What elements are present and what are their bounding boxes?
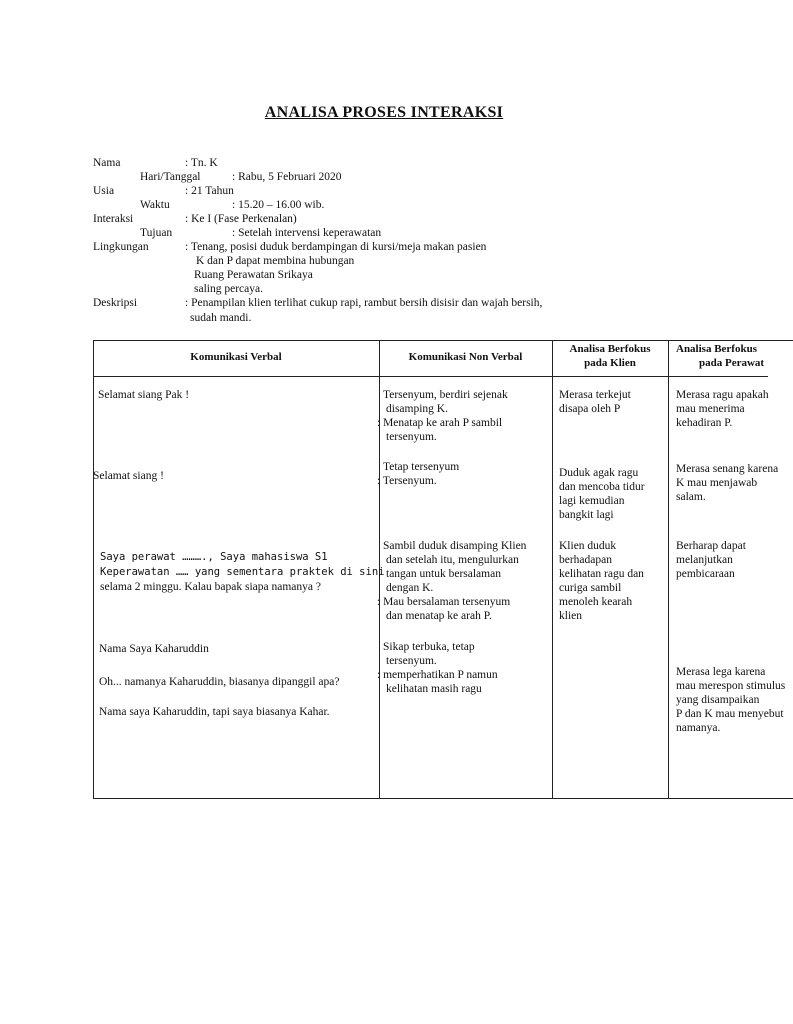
perawat-analysis-text: Merasa senang karena (676, 463, 779, 475)
klien-analysis-text: curiga sambil (559, 582, 622, 594)
klien-analysis-text: kelihatan ragu dan (559, 568, 644, 580)
klien-analysis-text: Duduk agak ragu (559, 467, 639, 479)
usia-label: Usia (93, 185, 115, 197)
nama-value: : Tn. K (185, 157, 218, 169)
verbal-text: Saya perawat ………., Saya mahasiswa S1 (100, 551, 328, 563)
nonverbal-text: : memperhatikan P namun (377, 669, 498, 681)
perawat-analysis-text: salam. (676, 491, 706, 503)
perawat-analysis-text: pembicaraan (676, 568, 735, 580)
header-komunikasi-verbal: Komunikasi Verbal (190, 351, 282, 363)
perawat-analysis-text: K mau menjawab (676, 477, 758, 489)
waktu-label: Waktu (140, 199, 170, 211)
nama-label: Nama (93, 157, 121, 169)
verbal-text: Keperawatan …… yang sementara praktek di sini (100, 566, 385, 578)
interaksi-value: : Ke I (Fase Perkenalan) (185, 213, 297, 225)
klien-analysis-text: menoleh kearah (559, 596, 633, 608)
nonverbal-text: tangan untuk bersalaman (386, 568, 501, 580)
header-divider (93, 376, 768, 377)
lingkungan-label: Lingkungan (93, 241, 149, 253)
klien-analysis-text: dan mencoba tidur (559, 481, 645, 493)
klien-analysis-text: Klien duduk (559, 540, 617, 552)
nonverbal-text: : Mau bersalaman tersenyum (377, 596, 511, 608)
nonverbal-text: disamping K. (386, 403, 448, 415)
header-analisa-perawat: Analisa Berfokus (676, 343, 757, 355)
klien-analysis-text: bangkit lagi (559, 509, 614, 521)
perawat-analysis-text: mau merespon stimulus (676, 680, 786, 692)
perawat-analysis-text: kehadiran P. (676, 417, 733, 429)
klien-analysis-text: Merasa terkejut (559, 389, 631, 401)
klien-analysis-text: berhadapan (559, 554, 612, 566)
deskripsi-label: Deskripsi (93, 297, 138, 309)
nonverbal-text: tersenyum. (386, 431, 437, 443)
nonverbal-text: dengan K. (386, 582, 434, 594)
nonverbal-text: Tetap tersenyum (383, 461, 460, 473)
waktu-value: : 15.20 – 16.00 wib. (232, 199, 325, 211)
perawat-analysis-text: Berharap dapat (676, 540, 746, 552)
verbal-text: Nama Saya Kaharuddin (99, 643, 209, 655)
perawat-analysis-text: P dan K mau menyebut (676, 708, 784, 720)
column-divider (668, 340, 669, 799)
klien-analysis-text: lagi kemudian (559, 495, 625, 507)
interaksi-label: Interaksi (93, 213, 134, 225)
header-komunikasi-non-verbal: Komunikasi Non Verbal (408, 351, 523, 363)
deskripsi-line: sudah mandi. (190, 312, 252, 324)
lingkungan-line: : Tenang, posisi duduk berdampingan di kursi/meja makan pasien (185, 241, 487, 253)
lingkungan-line: Ruang Perawatan Srikaya (194, 269, 313, 281)
page-title: ANALISA PROSES INTERAKSI (264, 104, 504, 121)
nonverbal-text: dan menatap ke arah P. (386, 610, 492, 622)
deskripsi-line: : Penampilan klien terlihat cukup rapi, rambut bersih disisir dan wajah bersih, (185, 297, 543, 309)
column-divider (552, 340, 553, 799)
perawat-analysis-text: namanya. (676, 722, 721, 734)
header-analisa-klien: pada Klien (584, 357, 636, 369)
header-analisa-klien: Analisa Berfokus (569, 343, 651, 355)
perawat-analysis-text: Merasa lega karena (676, 666, 766, 678)
lingkungan-line: saling percaya. (194, 283, 263, 295)
verbal-text: Oh... namanya Kaharuddin, biasanya dipanggil apa? (99, 676, 340, 688)
nonverbal-text: : Menatap ke arah P sambil (377, 417, 503, 429)
lingkungan-line: K dan P dapat membina hubungan (196, 255, 355, 267)
tujuan-value: : Setelah intervensi keperawatan (232, 227, 382, 239)
perawat-analysis-text: mau menerima (676, 403, 745, 415)
nonverbal-text: Tersenyum, berdiri sejenak (383, 389, 508, 401)
klien-analysis-text: klien (559, 610, 582, 622)
nonverbal-text: kelihatan masih ragu (386, 683, 482, 695)
hari-label: Hari/Tanggal (140, 171, 201, 183)
verbal-text: Selamat siang Pak ! (98, 389, 190, 401)
verbal-text: Selamat siang ! (93, 470, 164, 482)
nonverbal-text: Sikap terbuka, tetap (383, 641, 475, 653)
perawat-analysis-text: yang disampaikan (676, 694, 760, 706)
verbal-text: Nama saya Kaharuddin, tapi saya biasanya Kahar. (99, 706, 330, 718)
nonverbal-text: dan setelah itu, mengulurkan (386, 554, 519, 566)
nonverbal-text: tersenyum. (386, 655, 437, 667)
klien-analysis-text: disapa oleh P (559, 403, 621, 415)
nonverbal-text: : Tersenyum. (377, 475, 437, 487)
nonverbal-text: Sambil duduk disamping Klien (383, 540, 527, 552)
usia-value: : 21 Tahun (185, 185, 234, 197)
perawat-analysis-text: Merasa ragu apakah (676, 389, 769, 401)
header-analisa-perawat: pada Perawat (699, 357, 765, 369)
tujuan-label: Tujuan (140, 227, 173, 239)
perawat-analysis-text: melanjutkan (676, 554, 733, 566)
hari-value: : Rabu, 5 Februari 2020 (232, 171, 342, 183)
verbal-text: selama 2 minggu. Kalau bapak siapa namanya ? (100, 581, 321, 593)
